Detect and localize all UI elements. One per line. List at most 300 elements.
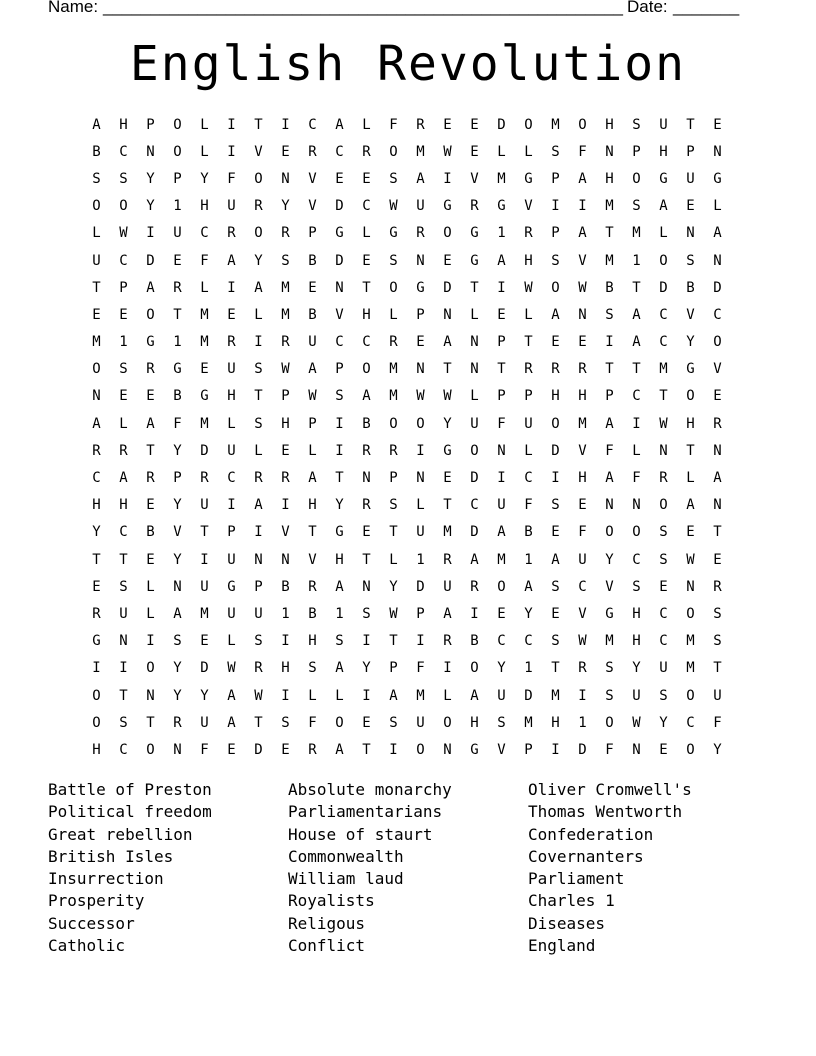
grid-letter: O [497, 578, 506, 595]
grid-letter: O [686, 741, 695, 758]
grid-letter: S [605, 660, 614, 677]
grid-letter: W [524, 279, 533, 296]
grid-letter: E [146, 497, 155, 514]
date-label: Date: [627, 0, 668, 16]
grid-letter: H [524, 252, 533, 269]
grid-letter: V [605, 578, 614, 595]
grid-letter: R [551, 361, 560, 378]
grid-letter: I [497, 470, 506, 487]
grid-row [83, 546, 731, 573]
grid-letter: O [632, 170, 641, 187]
grid-letter: E [281, 741, 290, 758]
grid-letter: L [497, 143, 506, 160]
grid-letter: I [335, 415, 344, 432]
grid-row [83, 247, 731, 274]
grid-letter: S [119, 714, 128, 731]
grid-letter: P [389, 660, 398, 677]
grid-letter: M [551, 687, 560, 704]
grid-letter: O [362, 361, 371, 378]
grid-letter: R [362, 143, 371, 160]
grid-letter: Y [659, 714, 668, 731]
page-title: English Revolution [129, 36, 687, 92]
grid-letter: A [146, 279, 155, 296]
grid-letter: N [497, 442, 506, 459]
grid-letter: 1 [632, 252, 641, 269]
grid-letter: M [281, 279, 290, 296]
grid-letter: P [551, 170, 560, 187]
header [48, 0, 748, 21]
grid-letter: G [713, 170, 722, 187]
grid-letter: E [686, 198, 695, 215]
grid-letter: D [470, 470, 479, 487]
grid-letter: R [254, 198, 263, 215]
grid-row [83, 220, 731, 247]
grid-letter: R [362, 442, 371, 459]
grid-letter: E [686, 524, 695, 541]
grid-letter: I [281, 633, 290, 650]
grid-letter: S [551, 252, 560, 269]
grid-letter: I [227, 116, 236, 133]
grid-letter: E [119, 306, 128, 323]
grid-letter: H [362, 306, 371, 323]
grid-letter: 1 [173, 334, 182, 351]
grid-letter: W [254, 687, 263, 704]
grid-letter: V [308, 551, 317, 568]
grid-letter: U [443, 578, 452, 595]
grid-letter: M [443, 524, 452, 541]
grid-letter: V [497, 741, 506, 758]
grid-letter: L [119, 415, 128, 432]
grid-letter: O [146, 306, 155, 323]
grid-letter: O [416, 741, 425, 758]
grid-letter: P [416, 605, 425, 622]
grid-letter: I [281, 497, 290, 514]
grid-letter: T [443, 361, 452, 378]
grid-letter: A [335, 660, 344, 677]
grid-letter: S [335, 633, 344, 650]
grid-letter: V [713, 361, 722, 378]
word-list-item: House of staurt [288, 824, 433, 844]
grid-letter: S [551, 497, 560, 514]
word-list-item: Parliamentarians [288, 802, 443, 822]
grid-letter: U [659, 116, 668, 133]
grid-letter: U [659, 660, 668, 677]
word-list-item: Commonwealth [288, 846, 404, 866]
grid-letter: B [470, 633, 479, 650]
grid-letter: T [497, 361, 506, 378]
grid-letter: S [686, 252, 695, 269]
grid-letter: T [713, 524, 722, 541]
grid-row [83, 628, 731, 655]
grid-letter: T [254, 116, 263, 133]
grid-letter: L [686, 470, 695, 487]
grid-letter: H [119, 497, 128, 514]
grid-letter: F [200, 252, 209, 269]
grid-letter: T [551, 660, 560, 677]
grid-letter: C [362, 198, 371, 215]
grid-letter: H [686, 415, 695, 432]
grid-letter: L [389, 551, 398, 568]
grid-letter: A [605, 415, 614, 432]
grid-letter: S [551, 633, 560, 650]
word-list-column [528, 779, 758, 957]
grid-letter: L [443, 687, 452, 704]
grid-letter: H [551, 388, 560, 405]
grid-letter: L [200, 116, 209, 133]
word-list-column [48, 779, 278, 957]
grid-letter: C [578, 578, 587, 595]
grid-letter: U [578, 551, 587, 568]
grid-letter: O [551, 415, 560, 432]
grid-letter: F [578, 524, 587, 541]
grid-letter: R [443, 551, 452, 568]
grid-letter: Y [146, 198, 155, 215]
grid-letter: T [92, 551, 101, 568]
grid-letter: D [524, 687, 533, 704]
grid-letter: B [308, 306, 317, 323]
grid-letter: R [227, 225, 236, 242]
grid-letter: O [254, 170, 263, 187]
grid-letter: D [254, 741, 263, 758]
word-list-item: Thomas Wentworth [528, 802, 683, 822]
grid-letter: T [200, 524, 209, 541]
grid-letter: S [389, 170, 398, 187]
grid-letter: Y [389, 578, 398, 595]
grid-letter: G [470, 225, 479, 242]
grid-letter: T [605, 361, 614, 378]
grid-row [83, 383, 731, 410]
grid-letter: H [578, 470, 587, 487]
grid-letter: B [686, 279, 695, 296]
grid-letter: L [470, 388, 479, 405]
grid-letter: 1 [578, 714, 587, 731]
grid-letter: T [605, 225, 614, 242]
grid-letter: Y [200, 170, 209, 187]
grid-letter: L [362, 225, 371, 242]
grid-letter: D [200, 442, 209, 459]
word-list-item: Catholic [48, 936, 126, 956]
grid-letter: P [308, 415, 317, 432]
grid-letter: T [119, 687, 128, 704]
grid-letter: S [713, 605, 722, 622]
grid-letter: S [605, 306, 614, 323]
grid-letter: R [362, 497, 371, 514]
grid-letter: G [470, 741, 479, 758]
grid-letter: L [200, 143, 209, 160]
grid-letter: D [578, 741, 587, 758]
grid-letter: O [146, 660, 155, 677]
grid-letter: A [335, 116, 344, 133]
grid-letter: T [389, 633, 398, 650]
grid-letter: O [92, 714, 101, 731]
grid-letter: R [578, 361, 587, 378]
grid-letter: I [578, 198, 587, 215]
grid-letter: E [362, 252, 371, 269]
grid-letter: O [173, 143, 182, 160]
grid-letter: P [281, 388, 290, 405]
grid-letter: B [308, 605, 317, 622]
grid-letter: U [416, 524, 425, 541]
grid-letter: F [713, 714, 722, 731]
grid-letter: T [362, 741, 371, 758]
grid-letter: I [146, 633, 155, 650]
grid-letter: G [659, 170, 668, 187]
grid-letter: N [686, 225, 695, 242]
grid-letter: R [254, 470, 263, 487]
grid-letter: A [497, 252, 506, 269]
grid-letter: I [416, 633, 425, 650]
grid-row [83, 138, 731, 165]
grid-letter: H [227, 388, 236, 405]
grid-letter: 1 [173, 198, 182, 215]
grid-letter: F [416, 660, 425, 677]
grid-letter: H [578, 388, 587, 405]
grid-letter: O [416, 415, 425, 432]
grid-letter: U [416, 198, 425, 215]
word-list-item: Successor [48, 913, 135, 933]
grid-letter: A [335, 578, 344, 595]
grid-letter: E [497, 605, 506, 622]
grid-letter: U [173, 225, 182, 242]
grid-letter: R [92, 605, 101, 622]
grid-letter: R [173, 279, 182, 296]
grid-letter: U [227, 442, 236, 459]
grid-letter: G [173, 361, 182, 378]
grid-letter: I [119, 660, 128, 677]
grid-letter: I [227, 497, 236, 514]
grid-letter: H [605, 116, 614, 133]
grid-letter: I [443, 170, 452, 187]
grid-letter: A [92, 116, 101, 133]
grid-letter: W [281, 361, 290, 378]
grid-letter: M [497, 170, 506, 187]
grid-letter: L [713, 198, 722, 215]
grid-letter: P [173, 170, 182, 187]
grid-letter: S [659, 524, 668, 541]
grid-letter: O [713, 334, 722, 351]
word-list-item: Battle of Preston [48, 780, 212, 799]
grid-letter: R [659, 470, 668, 487]
grid-letter: W [227, 660, 236, 677]
grid-letter: Y [605, 551, 614, 568]
grid-letter: L [524, 306, 533, 323]
grid-letter: G [335, 225, 344, 242]
grid-letter: C [686, 714, 695, 731]
grid-letter: E [551, 524, 560, 541]
grid-letter: U [416, 714, 425, 731]
grid-letter: L [200, 279, 209, 296]
grid-letter: D [659, 279, 668, 296]
grid-letter: P [254, 578, 263, 595]
word-list-item: William laud [288, 869, 404, 889]
grid-letter: C [524, 633, 533, 650]
grid-letter: O [443, 714, 452, 731]
word-list-item: Royalists [288, 891, 375, 911]
word-list-item: Insurrection [48, 869, 164, 889]
grid-letter: O [686, 388, 695, 405]
grid-letter: R [92, 442, 101, 459]
grid-letter: P [146, 116, 155, 133]
grid-letter: Y [497, 660, 506, 677]
grid-letter: S [281, 252, 290, 269]
grid-letter: L [632, 442, 641, 459]
grid-letter: H [92, 741, 101, 758]
grid-letter: O [470, 442, 479, 459]
grid-letter: V [254, 143, 263, 160]
grid-letter: A [686, 497, 695, 514]
grid-row [83, 682, 731, 709]
word-search-grid [83, 111, 731, 764]
grid-letter: N [605, 143, 614, 160]
grid-letter: V [308, 170, 317, 187]
grid-letter: I [416, 442, 425, 459]
grid-letter: W [443, 388, 452, 405]
grid-letter: H [281, 660, 290, 677]
grid-letter: I [227, 143, 236, 160]
grid-letter: F [578, 143, 587, 160]
grid-letter: Y [254, 252, 263, 269]
grid-letter: T [713, 660, 722, 677]
grid-letter: G [200, 388, 209, 405]
grid-letter: N [281, 170, 290, 187]
grid-letter: D [713, 279, 722, 296]
grid-letter: O [605, 714, 614, 731]
grid-letter: R [173, 714, 182, 731]
grid-letter: Y [362, 660, 371, 677]
grid-letter: I [92, 660, 101, 677]
grid-letter: U [686, 170, 695, 187]
grid-letter: P [497, 334, 506, 351]
grid-letter: C [659, 605, 668, 622]
grid-letter: R [713, 578, 722, 595]
grid-letter: C [308, 116, 317, 133]
grid-letter: G [146, 334, 155, 351]
grid-letter: U [713, 687, 722, 704]
grid-row [83, 111, 731, 138]
grid-letter: A [524, 578, 533, 595]
grid-letter: Y [146, 170, 155, 187]
grid-letter: A [362, 388, 371, 405]
word-list-item: British Isles [48, 846, 174, 866]
grid-letter: P [605, 388, 614, 405]
grid-letter: E [551, 605, 560, 622]
grid-letter: S [389, 497, 398, 514]
grid-letter: L [524, 442, 533, 459]
grid-letter: H [632, 605, 641, 622]
grid-letter: U [227, 605, 236, 622]
grid-letter: 1 [416, 551, 425, 568]
grid-letter: Y [173, 660, 182, 677]
grid-letter: M [389, 361, 398, 378]
grid-row [83, 573, 731, 600]
grid-letter: L [227, 415, 236, 432]
word-list-column [288, 779, 518, 957]
word-list-item: Religous [288, 913, 366, 933]
grid-letter: O [470, 660, 479, 677]
grid-letter: E [119, 388, 128, 405]
grid-letter: H [200, 198, 209, 215]
grid-letter: L [227, 633, 236, 650]
grid-letter: C [119, 252, 128, 269]
grid-letter: S [308, 660, 317, 677]
grid-letter: I [146, 225, 155, 242]
word-list-item: Prosperity [48, 891, 145, 911]
grid-letter: N [146, 687, 155, 704]
grid-letter: R [281, 225, 290, 242]
grid-letter: H [308, 633, 317, 650]
grid-letter: S [632, 198, 641, 215]
grid-letter: M [659, 361, 668, 378]
grid-letter: D [335, 252, 344, 269]
grid-letter: V [281, 524, 290, 541]
grid-letter: I [578, 687, 587, 704]
grid-letter: P [119, 279, 128, 296]
grid-letter: R [389, 442, 398, 459]
grid-letter: E [443, 252, 452, 269]
grid-letter: N [146, 143, 155, 160]
grid-letter: A [146, 415, 155, 432]
grid-letter: I [200, 551, 209, 568]
word-list-item: Political freedom [48, 802, 212, 822]
grid-letter: F [524, 497, 533, 514]
grid-letter: C [335, 334, 344, 351]
grid-letter: D [335, 198, 344, 215]
grid-letter: R [524, 361, 533, 378]
grid-letter: M [497, 551, 506, 568]
grid-letter: M [389, 388, 398, 405]
grid-letter: N [119, 633, 128, 650]
grid-letter: M [605, 252, 614, 269]
grid-letter: C [632, 551, 641, 568]
grid-letter: H [335, 551, 344, 568]
grid-letter: R [524, 225, 533, 242]
grid-letter: G [227, 578, 236, 595]
grid-letter: M [200, 334, 209, 351]
grid-row [83, 329, 731, 356]
grid-letter: E [362, 714, 371, 731]
grid-letter: I [281, 687, 290, 704]
grid-letter: P [632, 143, 641, 160]
grid-row [83, 410, 731, 437]
grid-letter: T [632, 361, 641, 378]
grid-letter: E [578, 334, 587, 351]
grid-letter: N [713, 143, 722, 160]
grid-row [83, 709, 731, 736]
grid-letter: P [416, 306, 425, 323]
grid-letter: M [578, 415, 587, 432]
grid-letter: C [524, 470, 533, 487]
grid-letter: I [497, 279, 506, 296]
grid-letter: C [119, 741, 128, 758]
grid-letter: A [227, 714, 236, 731]
grid-letter: S [659, 551, 668, 568]
grid-letter: O [686, 605, 695, 622]
grid-letter: T [389, 524, 398, 541]
grid-letter: R [416, 225, 425, 242]
grid-letter: Y [173, 551, 182, 568]
grid-letter: A [335, 741, 344, 758]
grid-letter: I [551, 198, 560, 215]
grid-letter: R [119, 442, 128, 459]
grid-letter: S [119, 578, 128, 595]
grid-letter: A [308, 470, 317, 487]
grid-letter: U [227, 198, 236, 215]
grid-letter: R [389, 334, 398, 351]
grid-letter: N [713, 497, 722, 514]
grid-letter: Y [173, 442, 182, 459]
grid-letter: N [92, 388, 101, 405]
grid-letter: N [443, 741, 452, 758]
